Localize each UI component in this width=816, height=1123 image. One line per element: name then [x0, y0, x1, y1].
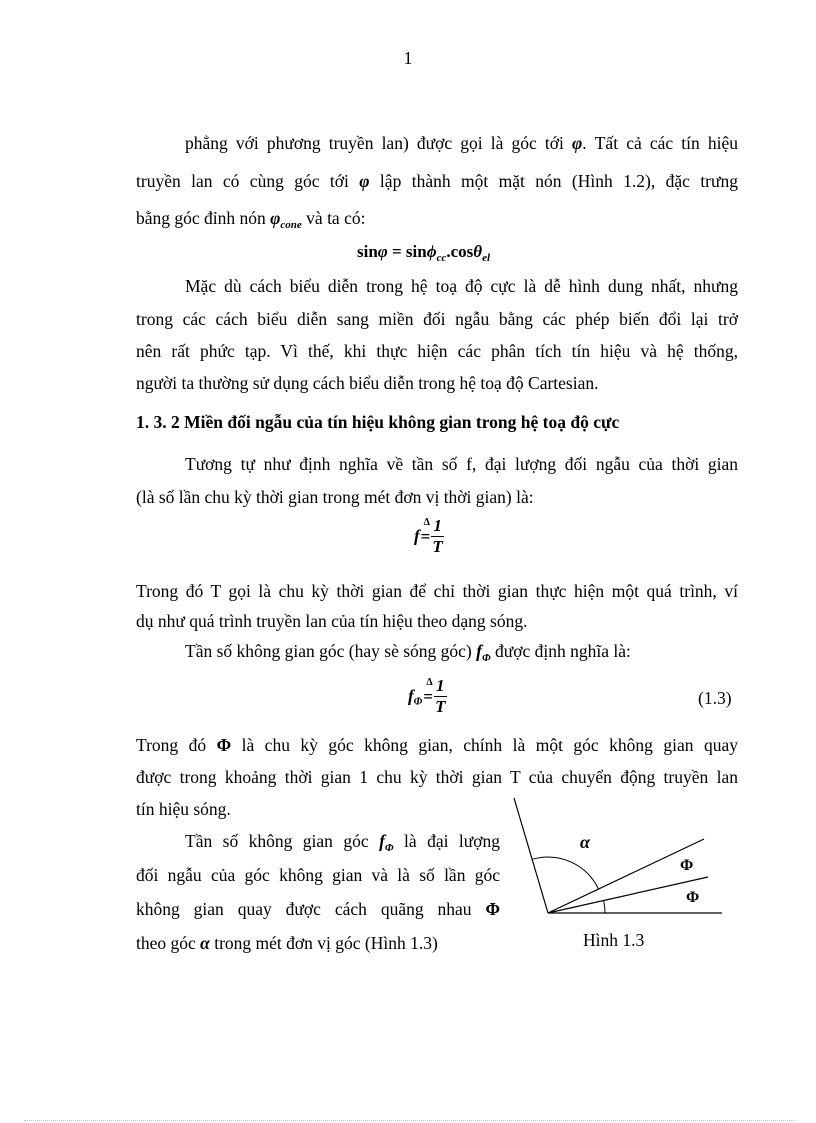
formula-sin-phi: sinφ = sinϕ$_{cc}$.cosθ$_{el}$ [357, 242, 491, 264]
paragraph-3-line-1: Tương tự như định nghĩa về tần số f, đại lượng đối ngẫu của thời gian [185, 454, 738, 474]
page-bottom-border [24, 1120, 794, 1121]
delta-symbol: Δ [423, 516, 430, 528]
paragraph-7-line-1: Tần số không gian góc $f_\Phi$ là đại lượng [185, 831, 500, 854]
paragraph-1-line-2: truyền lan có cùng góc tới φ lập thành một mặt nón (Hình 1.2), đặc trưng [136, 171, 738, 191]
middle-ray [548, 877, 708, 913]
phi-lower-label: Φ [686, 889, 700, 906]
paragraph-6-line-3: tín hiệu sóng. [136, 799, 231, 819]
formula-f-phi-definition: $f_\Phi$ Δ = $\frac{1}{T}$ [408, 676, 446, 716]
formula-f-definition: f Δ = $\frac{1}{T}$ [414, 516, 443, 556]
paragraph-4-line-1: Trong đó T gọi là chu kỳ thời gian để chỉ thời gian thực hiện một quá trình, ví [136, 581, 738, 601]
vertical-ray [514, 798, 548, 913]
fraction: $\frac{1}{T}$ [432, 516, 443, 556]
paragraph-4-line-2: dụ như quá trình truyền lan của tín hiệu theo dạng sóng. [136, 611, 528, 631]
paragraph-2-line-4: người ta thường sử dụng cách biểu diễn trong hệ toạ độ Cartesian. [136, 373, 599, 393]
paragraph-2-line-1: Mặc dù cách biểu diễn trong hệ toạ độ cực là dễ hình dung nhất, nhưng [185, 276, 738, 296]
upper-ray [548, 839, 704, 913]
paragraph-2-line-2: trong các cách biểu diễn sang miền đối ngẫu bằng các phép biến đổi lại trở [136, 309, 738, 329]
section-heading: 1. 3. 2 Miền đối ngẫu của tín hiệu không gian trong hệ toạ độ cực [136, 412, 620, 432]
page-number: 1 [403, 48, 413, 68]
paragraph-6-line-1: Trong đó Φ là chu kỳ góc không gian, chính là một góc không gian quay [136, 735, 738, 755]
fraction: $\frac{1}{T}$ [435, 676, 446, 716]
paragraph-7-line-2: đối ngẫu của góc không gian và là số lần góc [136, 865, 500, 885]
figure-caption: Hình 1.3 [583, 930, 645, 950]
delta-symbol: Δ [426, 676, 433, 688]
paragraph-2-line-3: nên rất phức tạp. Vì thế, khi thực hiện các phân tích tín hiệu và hệ thống, [136, 341, 738, 361]
paragraph-7-line-4: theo góc α trong mét đơn vị góc (Hình 1.3) [136, 933, 438, 953]
paragraph-3-line-2: (là số lần chu kỳ thời gian trong mét đơn vị thời gian) là: [136, 487, 534, 507]
paragraph-6-line-2: được trong khoảng thời gian 1 chu kỳ thời gian T của chuyển động truyền lan [136, 767, 738, 787]
phi-arc [604, 901, 605, 914]
paragraph-7-line-3: không gian quay được cách quãng nhau Φ [136, 899, 500, 919]
paragraph-1-line-1: phẳng với phương truyền lan) được gọi là góc tới φ. Tất cả các tín hiệu [185, 133, 738, 153]
paragraph-5-line-1: Tần số không gian góc (hay sè sóng góc) $f_\Phi$ được định nghĩa là: [185, 641, 631, 664]
equation-number: (1.3) [698, 688, 732, 708]
alpha-arc [532, 857, 599, 889]
phi-upper-label: Φ [680, 857, 694, 874]
alpha-label: α [580, 832, 590, 852]
paragraph-1-line-3: bằng góc đỉnh nón $\varphi_{cone}$ và ta có: [136, 208, 366, 231]
